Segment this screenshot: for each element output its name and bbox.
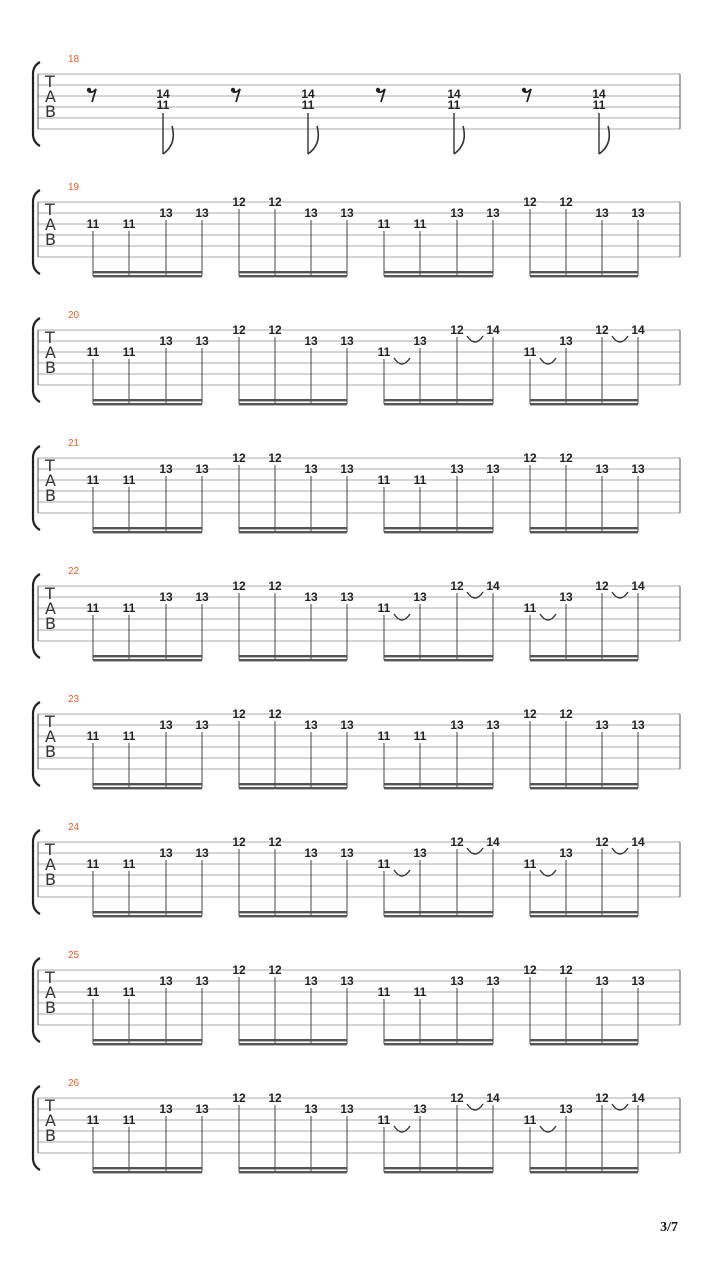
fret-number: 11 <box>122 217 136 231</box>
fret-number: 13 <box>304 334 318 348</box>
fret-number: 13 <box>559 846 573 860</box>
beam <box>239 275 347 277</box>
fret-number: 13 <box>486 206 500 220</box>
beam <box>384 1171 493 1173</box>
fret-number: 11 <box>413 985 427 999</box>
fret-number: 13 <box>195 206 209 220</box>
fret-number: 13 <box>159 846 173 860</box>
fret-number: 11 <box>377 985 391 999</box>
fret-number: 12 <box>232 963 246 977</box>
fret-number: 11 <box>86 473 100 487</box>
fret-number: 13 <box>486 462 500 476</box>
beam <box>239 655 347 657</box>
note-flag <box>163 126 173 154</box>
beam <box>384 1167 493 1169</box>
beam <box>530 275 638 277</box>
fret-number: 13 <box>595 974 609 988</box>
beam <box>239 659 347 661</box>
fret-number: 12 <box>232 1091 246 1105</box>
fret-number: 11 <box>86 345 100 359</box>
fret-number: 13 <box>340 334 354 348</box>
fret-number: 12 <box>450 1091 464 1105</box>
beam <box>530 1039 638 1041</box>
beam <box>384 275 493 277</box>
fret-number: 12 <box>523 963 537 977</box>
fret-number: 13 <box>631 462 645 476</box>
tab-clef-letter: A <box>45 1111 56 1130</box>
tab-clef-letter: A <box>45 215 56 234</box>
fret-number: 14 <box>301 87 315 101</box>
fret-number: 12 <box>595 835 609 849</box>
staff-bracket <box>33 830 40 914</box>
fret-number: 12 <box>268 1091 282 1105</box>
measure-number: 19 <box>68 182 80 193</box>
measure-number: 20 <box>68 310 80 321</box>
beam <box>93 1167 202 1169</box>
fret-number: 12 <box>595 323 609 337</box>
tab-clef-letter: T <box>45 968 55 987</box>
fret-number: 13 <box>559 334 573 348</box>
fret-number: 14 <box>486 323 500 337</box>
note-flag <box>599 126 609 154</box>
eighth-rest-dot <box>376 88 380 92</box>
beam <box>530 271 638 273</box>
fret-number: 11 <box>122 473 136 487</box>
beam <box>93 271 202 273</box>
staff-bracket <box>33 62 40 146</box>
fret-number: 13 <box>195 334 209 348</box>
fret-number: 13 <box>450 974 464 988</box>
beam <box>384 655 493 657</box>
eighth-rest-dot <box>231 88 235 92</box>
fret-number: 13 <box>195 1102 209 1116</box>
staff-bracket <box>33 702 40 786</box>
fret-number: 11 <box>377 473 391 487</box>
beam <box>93 1043 202 1045</box>
tab-clef-letter: A <box>45 727 56 746</box>
fret-number: 11 <box>523 601 537 615</box>
note-flag <box>308 126 318 154</box>
fret-number: 13 <box>486 974 500 988</box>
measure-number: 21 <box>68 438 80 449</box>
fret-number: 11 <box>413 729 427 743</box>
fret-number: 12 <box>268 451 282 465</box>
fret-number: 14 <box>486 579 500 593</box>
fret-number: 12 <box>268 963 282 977</box>
beam <box>239 783 347 785</box>
beam <box>530 787 638 789</box>
fret-number: 13 <box>304 1102 318 1116</box>
beam <box>384 531 493 533</box>
staff-bracket <box>33 446 40 530</box>
fret-number: 11 <box>122 985 136 999</box>
beam <box>530 399 638 401</box>
fret-number: 11 <box>413 217 427 231</box>
tab-clef-letter: B <box>45 486 56 505</box>
fret-number: 11 <box>592 98 606 112</box>
beam <box>93 399 202 401</box>
fret-number: 12 <box>450 835 464 849</box>
beam <box>384 527 493 529</box>
fret-number: 11 <box>122 1113 136 1127</box>
beam <box>530 403 638 405</box>
beam <box>93 911 202 913</box>
fret-number: 13 <box>413 846 427 860</box>
fret-number: 13 <box>559 1102 573 1116</box>
tab-clef-letter: A <box>45 599 56 618</box>
fret-number: 13 <box>304 206 318 220</box>
fret-number: 13 <box>450 462 464 476</box>
fret-number: 14 <box>631 835 645 849</box>
fret-number: 13 <box>304 974 318 988</box>
fret-number: 13 <box>340 206 354 220</box>
fret-number: 13 <box>340 1102 354 1116</box>
fret-number: 13 <box>413 334 427 348</box>
tab-clef-letter: T <box>45 712 55 731</box>
beam <box>93 659 202 661</box>
beam <box>530 531 638 533</box>
beam <box>93 403 202 405</box>
fret-number: 11 <box>377 217 391 231</box>
fret-number: 12 <box>559 963 573 977</box>
fret-number: 13 <box>340 462 354 476</box>
fret-number: 12 <box>450 579 464 593</box>
tab-clef-letter: A <box>45 471 56 490</box>
beam <box>93 1039 202 1041</box>
beam <box>384 911 493 913</box>
beam <box>239 787 347 789</box>
fret-number: 14 <box>486 835 500 849</box>
fret-number: 12 <box>232 579 246 593</box>
fret-number: 13 <box>195 974 209 988</box>
beam <box>384 783 493 785</box>
fret-number: 13 <box>159 462 173 476</box>
fret-number: 12 <box>268 195 282 209</box>
beam <box>384 659 493 661</box>
fret-number: 13 <box>195 718 209 732</box>
tab-clef-letter: T <box>45 456 55 475</box>
fret-number: 11 <box>377 345 391 359</box>
fret-number: 11 <box>122 601 136 615</box>
beam <box>93 783 202 785</box>
fret-number: 14 <box>631 323 645 337</box>
beam <box>239 527 347 529</box>
fret-number: 13 <box>159 206 173 220</box>
fret-number: 13 <box>304 590 318 604</box>
fret-number: 14 <box>631 1091 645 1105</box>
fret-number: 12 <box>268 323 282 337</box>
fret-number: 11 <box>377 601 391 615</box>
beam <box>239 403 347 405</box>
tab-clef-letter: T <box>45 72 55 91</box>
staff-bracket <box>33 190 40 274</box>
fret-number: 12 <box>232 323 246 337</box>
fret-number: 13 <box>304 462 318 476</box>
beam <box>530 1171 638 1173</box>
fret-number: 12 <box>268 707 282 721</box>
fret-number: 12 <box>232 707 246 721</box>
beam <box>239 911 347 913</box>
fret-number: 13 <box>159 590 173 604</box>
fret-number: 13 <box>631 974 645 988</box>
staff-bracket <box>33 574 40 658</box>
fret-number: 12 <box>595 579 609 593</box>
fret-number: 13 <box>595 462 609 476</box>
fret-number: 11 <box>413 473 427 487</box>
fret-number: 11 <box>86 601 100 615</box>
fret-number: 13 <box>195 462 209 476</box>
tab-clef-letter: A <box>45 983 56 1002</box>
note-flag <box>454 126 464 154</box>
measure-number: 23 <box>68 694 80 705</box>
fret-number: 14 <box>631 579 645 593</box>
fret-number: 11 <box>122 857 136 871</box>
tab-clef-letter: B <box>45 230 56 249</box>
beam <box>530 527 638 529</box>
measure-number: 18 <box>68 54 80 65</box>
fret-number: 13 <box>595 718 609 732</box>
staff-bracket <box>33 1086 40 1170</box>
fret-number: 12 <box>559 451 573 465</box>
tab-clef-letter: T <box>45 200 55 219</box>
beam <box>93 915 202 917</box>
tab-clef-letter: T <box>45 1096 55 1115</box>
tab-clef-letter: B <box>45 1126 56 1145</box>
fret-number: 12 <box>523 451 537 465</box>
fret-number: 11 <box>377 729 391 743</box>
fret-number: 13 <box>595 206 609 220</box>
measure-number: 22 <box>68 566 80 577</box>
measure-number: 25 <box>68 950 80 961</box>
fret-number: 12 <box>232 195 246 209</box>
fret-number: 13 <box>195 590 209 604</box>
beam <box>530 1043 638 1045</box>
tab-clef-letter: A <box>45 855 56 874</box>
fret-number: 13 <box>450 718 464 732</box>
beam <box>530 659 638 661</box>
fret-number: 12 <box>523 707 537 721</box>
fret-number: 11 <box>523 345 537 359</box>
fret-number: 13 <box>159 718 173 732</box>
fret-number: 11 <box>122 729 136 743</box>
fret-number: 13 <box>340 846 354 860</box>
fret-number: 14 <box>156 87 170 101</box>
fret-number: 11 <box>86 985 100 999</box>
beam <box>239 1043 347 1045</box>
beam <box>530 915 638 917</box>
fret-number: 13 <box>159 974 173 988</box>
fret-number: 12 <box>450 323 464 337</box>
fret-number: 13 <box>559 590 573 604</box>
beam <box>239 399 347 401</box>
fret-number: 12 <box>559 195 573 209</box>
tab-clef-letter: B <box>45 998 56 1017</box>
beam <box>384 915 493 917</box>
fret-number: 11 <box>301 98 315 112</box>
tab-clef-letter: A <box>45 87 56 106</box>
beam <box>93 1171 202 1173</box>
beam <box>530 783 638 785</box>
beam <box>93 531 202 533</box>
fret-number: 12 <box>523 195 537 209</box>
staff-bracket <box>33 318 40 402</box>
fret-number: 12 <box>232 835 246 849</box>
eighth-rest-dot <box>522 88 526 92</box>
fret-number: 11 <box>86 729 100 743</box>
fret-number: 11 <box>86 217 100 231</box>
tab-clef-letter: B <box>45 614 56 633</box>
beam <box>93 655 202 657</box>
fret-number: 14 <box>447 87 461 101</box>
beam <box>93 275 202 277</box>
beam <box>384 787 493 789</box>
staff-bracket <box>33 958 40 1042</box>
beam <box>384 403 493 405</box>
measure-number: 26 <box>68 1078 80 1089</box>
fret-number: 11 <box>86 1113 100 1127</box>
fret-number: 13 <box>159 334 173 348</box>
tab-clef-letter: B <box>45 358 56 377</box>
fret-number: 13 <box>304 846 318 860</box>
beam <box>384 271 493 273</box>
beam <box>384 399 493 401</box>
beam <box>93 527 202 529</box>
beam <box>239 531 347 533</box>
beam <box>93 787 202 789</box>
beam <box>530 655 638 657</box>
tab-clef-letter: B <box>45 870 56 889</box>
beam <box>239 915 347 917</box>
fret-number: 11 <box>447 98 461 112</box>
fret-number: 11 <box>122 345 136 359</box>
tab-clef-letter: T <box>45 840 55 859</box>
tab-clef-letter: T <box>45 584 55 603</box>
beam <box>384 1043 493 1045</box>
fret-number: 12 <box>268 579 282 593</box>
fret-number: 13 <box>413 590 427 604</box>
fret-number: 14 <box>486 1091 500 1105</box>
fret-number: 13 <box>159 1102 173 1116</box>
fret-number: 14 <box>592 87 606 101</box>
fret-number: 12 <box>595 1091 609 1105</box>
tab-clef-letter: B <box>45 102 56 121</box>
fret-number: 12 <box>559 707 573 721</box>
beam <box>384 1039 493 1041</box>
fret-number: 13 <box>340 974 354 988</box>
tab-clef-letter: B <box>45 742 56 761</box>
fret-number: 13 <box>631 206 645 220</box>
beam <box>530 1167 638 1169</box>
fret-number: 11 <box>377 857 391 871</box>
fret-number: 12 <box>268 835 282 849</box>
fret-number: 11 <box>523 857 537 871</box>
fret-number: 13 <box>195 846 209 860</box>
fret-number: 13 <box>413 1102 427 1116</box>
fret-number: 13 <box>340 718 354 732</box>
beam <box>239 1171 347 1173</box>
tab-clef-letter: T <box>45 328 55 347</box>
fret-number: 13 <box>486 718 500 732</box>
fret-number: 13 <box>631 718 645 732</box>
beam <box>530 911 638 913</box>
fret-number: 12 <box>232 451 246 465</box>
fret-number: 13 <box>304 718 318 732</box>
fret-number: 13 <box>340 590 354 604</box>
measure-number: 24 <box>68 822 80 833</box>
page-number: 3/7 <box>660 1220 678 1235</box>
fret-number: 11 <box>523 1113 537 1127</box>
fret-number: 11 <box>377 1113 391 1127</box>
fret-number: 11 <box>156 98 170 112</box>
eighth-rest-dot <box>87 88 91 92</box>
fret-number: 11 <box>86 857 100 871</box>
tab-clef-letter: A <box>45 343 56 362</box>
beam <box>239 271 347 273</box>
beam <box>239 1167 347 1169</box>
beam <box>239 1039 347 1041</box>
fret-number: 13 <box>450 206 464 220</box>
